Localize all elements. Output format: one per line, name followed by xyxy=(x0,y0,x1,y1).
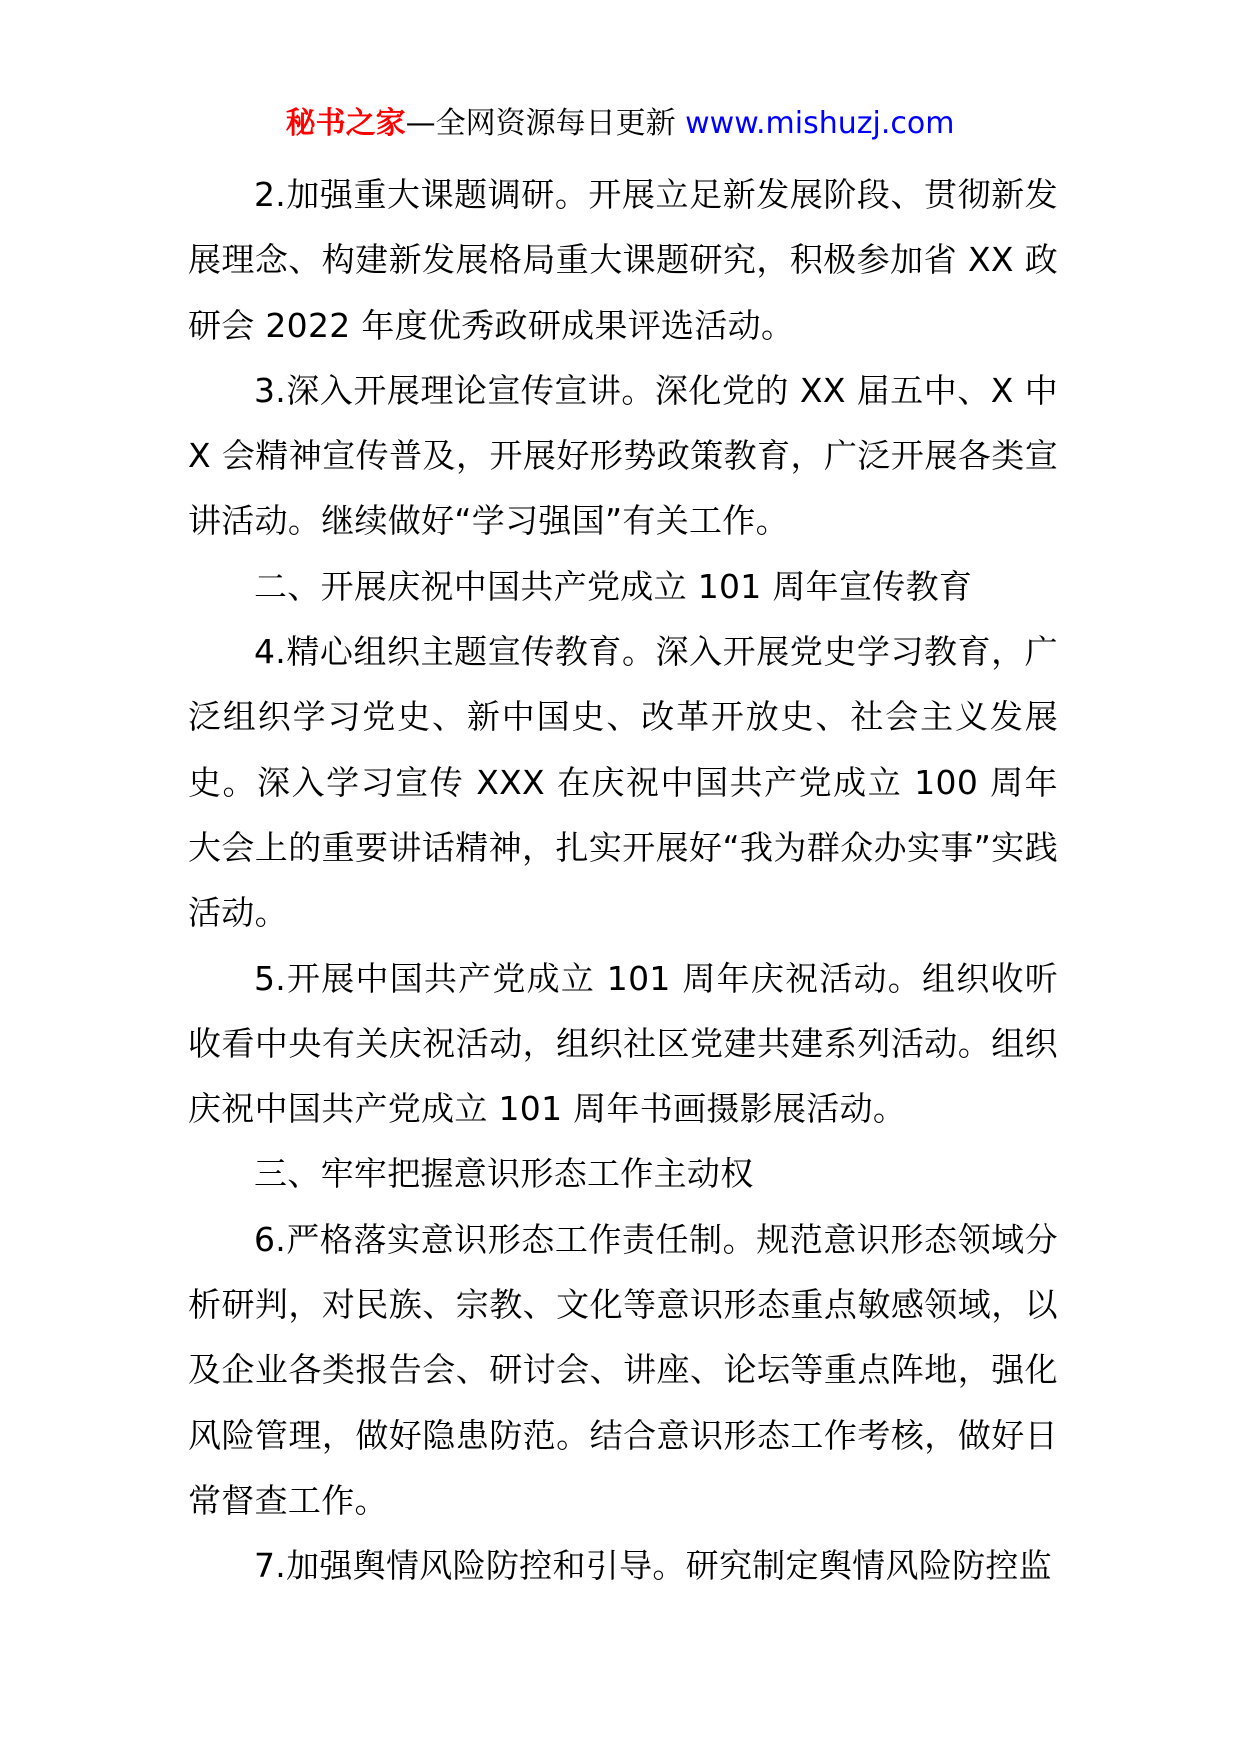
section-heading-3: 三、牢牢把握意识形态工作主动权 xyxy=(254,1154,754,1194)
site-brand: 秘书之家 xyxy=(285,106,406,141)
paragraph-item-5: 5.开展中国共产党成立 101 周年庆祝活动。组织收听收看中央有关庆祝活动，组织社区党建共建系列活动。组织庆祝中国共产党成立 101 周年书画摄影展活动。 xyxy=(188,958,1058,1129)
page-header xyxy=(0,100,1240,148)
site-tagline: —全网资源每日更新 xyxy=(405,106,686,141)
paragraph-item-3: 3.深入开展理论宣传宣讲。深化党的 XX 届五中、X 中 X 会精神宣传普及，开展好形势政策教育，广泛开展各类宣讲活动。继续做好“学习强国”有关工作。 xyxy=(188,370,1058,541)
paragraph-item-2: 2.加强重大课题调研。开展立足新发展阶段、贯彻新发展理念、构建新发展格局重大课题研究，积极参加省 XX 政研会 2022 年度优秀政研成果评选活动。 xyxy=(188,175,1058,345)
paragraph-item-4: 4.精心组织主题宣传教育。深入开展党史学习教育，广泛组织学习党史、新中国史、改革开放史、社会主义发展史。深入学习宣传 XXX 在庆祝中国共产党成立 100 周年大会上的重要讲话精神，扎实开展好“我为群众办实事”实践活动。 xyxy=(188,632,1058,933)
document-body xyxy=(188,162,1058,1599)
paragraph-item-6: 6.严格落实意识形态工作责任制。规范意识形态领域分析研判，对民族、宗教、文化等意识形态重点敏感领域，以及企业各类报告会、研讨会、讲座、论坛等重点阵地，强化风险管理，做好隐患防范。结合意识形态工作考核，做好日常督查工作。 xyxy=(188,1219,1058,1520)
section-heading-2: 二、开展庆祝中国共产党成立 101 周年宣传教育 xyxy=(254,566,973,606)
paragraph-item-7: 7.加强舆情风险防控和引导。研究制定舆情风险防控监 xyxy=(254,1546,1052,1586)
site-url[interactable]: www.mishuzj.com xyxy=(685,106,955,141)
